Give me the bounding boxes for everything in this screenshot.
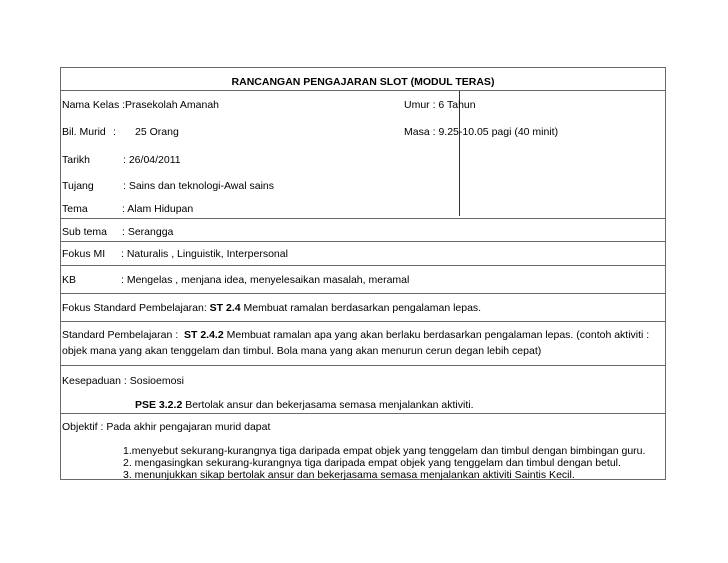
sub-tema-value-wrap bbox=[122, 226, 173, 238]
title-separator bbox=[61, 90, 665, 91]
tarikh-label: Tarikh bbox=[62, 154, 91, 166]
fokus-mi-row bbox=[61, 242, 665, 266]
standard-pembelajaran-code: ST 2.4.2 bbox=[184, 329, 224, 341]
fokus-standard-label: Fokus Standard Pembelajaran: bbox=[62, 302, 207, 314]
fokus-standard-code: ST 2.4 bbox=[209, 302, 241, 314]
fokus-standard-row bbox=[61, 294, 665, 322]
fokus-mi-label: Fokus MI bbox=[62, 248, 106, 260]
standard-pembelajaran-text: Membuat ramalan apa yang akan berlaku berdasarkan pengalaman lepas. (contoh aktiviti : objek mana yang akan tenggelam dan timbul. Bola mana yang akan menurun cerun degan lebih cepat) bbox=[62, 329, 650, 357]
masa-field bbox=[404, 126, 558, 138]
tujang-value-wrap bbox=[123, 180, 274, 192]
header-block bbox=[61, 68, 665, 218]
standard-pembelajaran-row bbox=[61, 322, 665, 366]
kesepaduan-code: PSE 3.2.2 bbox=[135, 399, 183, 411]
nama-kelas-label: Nama Kelas : bbox=[62, 99, 126, 111]
kesepaduan-pse-line bbox=[135, 399, 474, 411]
tema-sep: : bbox=[122, 203, 125, 215]
kb-row bbox=[61, 266, 665, 294]
tarikh-value: 26/04/2011 bbox=[128, 154, 181, 166]
umur-value: 6 Tahun bbox=[438, 99, 476, 111]
sub-tema-sep: : bbox=[122, 226, 125, 238]
objektif-item: 2. mengasingkan sekurang-kurangnya tiga daripada empat objek yang tenggelam dan timbul dengan betul. bbox=[123, 457, 621, 469]
kesepaduan-text: Bertolak ansur dan bekerjasama semasa menjalankan aktiviti. bbox=[185, 399, 474, 411]
fokus-standard-line bbox=[62, 302, 481, 314]
tema-label: Tema bbox=[62, 203, 88, 215]
tujang-label: Tujang bbox=[62, 180, 94, 192]
bil-murid-sep: : bbox=[113, 126, 116, 138]
bil-murid-value: 25 Orang bbox=[135, 126, 179, 138]
document-title: RANCANGAN PENGAJARAN SLOT (MODUL TERAS) bbox=[231, 76, 495, 88]
sub-tema-row bbox=[61, 218, 665, 242]
tema-value-wrap bbox=[122, 203, 193, 215]
tarikh-value-wrap bbox=[123, 154, 181, 166]
kb-sep: : bbox=[121, 274, 124, 286]
masa-value: 9.25-10.05 pagi (40 minit) bbox=[438, 126, 559, 138]
kb-value-wrap bbox=[121, 274, 409, 286]
objektif-label: Objektif : Pada akhir pengajaran murid dapat bbox=[62, 421, 271, 433]
tema-value: Alam Hidupan bbox=[127, 203, 194, 215]
tujang-sep: : bbox=[123, 180, 126, 192]
kb-label: KB bbox=[62, 274, 77, 286]
nama-kelas-value: Prasekolah Amanah bbox=[125, 99, 220, 111]
umur-field bbox=[404, 99, 476, 111]
sub-tema-value: Serangga bbox=[127, 226, 174, 238]
kesepaduan-label: Kesepaduan : Sosioemosi bbox=[62, 375, 184, 387]
objektif-item: 3. menunjukkan sikap bertolak ansur dan bekerjasama semasa menjalankan aktiviti Saintis Kecil. bbox=[123, 469, 575, 481]
objektif-item: 1.menyebut sekurang-kurangnya tiga daripada empat objek yang tenggelam dan timbul dengan bimbingan guru. bbox=[123, 445, 646, 457]
masa-label: Masa : bbox=[404, 126, 436, 138]
kb-value: Mengelas , menjana idea, menyelesaikan masalah, meramal bbox=[126, 274, 410, 286]
kesepaduan-row bbox=[61, 366, 665, 414]
standard-pembelajaran-block bbox=[62, 327, 659, 359]
fokus-standard-text: Membuat ramalan berdasarkan pengalaman lepas. bbox=[243, 302, 482, 314]
sub-tema-label: Sub tema bbox=[62, 226, 107, 238]
bil-murid-label: Bil. Murid bbox=[62, 126, 106, 138]
nama-kelas-field bbox=[62, 99, 219, 111]
umur-label: Umur : bbox=[404, 99, 436, 111]
lesson-plan-table bbox=[60, 67, 666, 480]
objektif-row bbox=[61, 414, 665, 480]
tarikh-sep: : bbox=[123, 154, 126, 166]
fokus-mi-value: Naturalis , Linguistik, Interpersonal bbox=[126, 248, 288, 260]
fokus-mi-sep: : bbox=[121, 248, 124, 260]
standard-pembelajaran-label: Standard Pembelajaran : bbox=[62, 329, 179, 341]
fokus-mi-value-wrap bbox=[121, 248, 288, 260]
tujang-value: Sains dan teknologi-Awal sains bbox=[128, 180, 274, 192]
